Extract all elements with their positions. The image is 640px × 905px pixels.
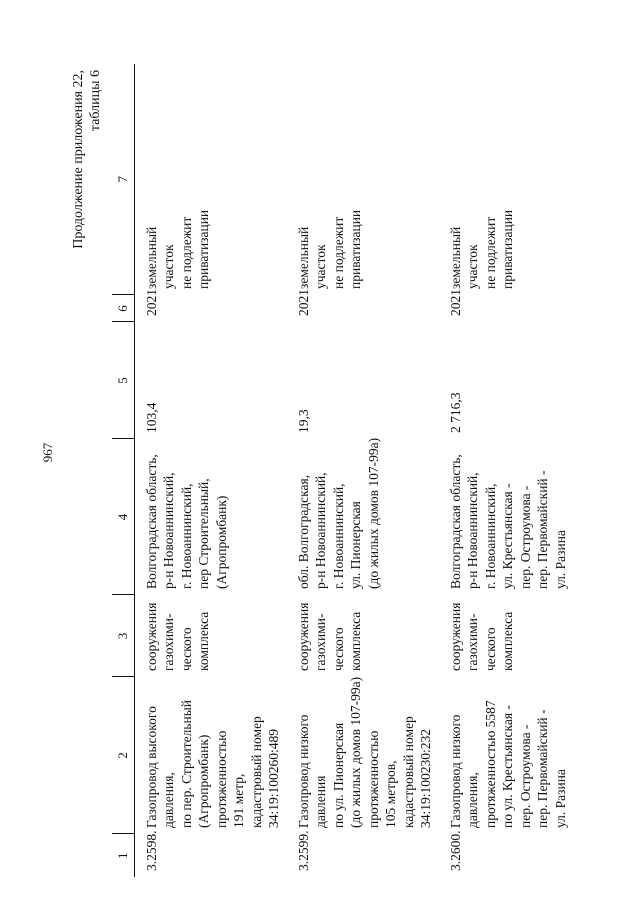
object-address-line: г. Новоаннинский, — [482, 483, 498, 589]
object-name-line: 191 метр, — [231, 773, 246, 828]
object-name-line: 34:19:100230:232 — [418, 728, 433, 828]
object-address-line: Волгоградская область, — [447, 454, 463, 589]
object-name-line: давления, — [465, 772, 480, 828]
object-note-line: не подлежит — [330, 216, 346, 289]
object-name-line: по ул. Крестьянская - — [500, 705, 515, 828]
column-header: 2 — [112, 677, 134, 834]
object-note-line: участок — [313, 244, 328, 289]
object-value: 103,4 — [143, 402, 159, 433]
table-row — [134, 64, 287, 877]
object-address-line: пер Строительный, — [196, 478, 211, 589]
object-name-line: давления — [313, 775, 328, 828]
object-name-line: 34:19:100260:489 — [266, 728, 281, 828]
object-address-line: пер. Первомайский - — [535, 470, 550, 589]
object-name-line: Газопровод высокого — [143, 706, 159, 828]
page-number: 967 — [40, 442, 55, 463]
object-name-line: 105 метров, — [383, 760, 398, 828]
object-note-line: не подлежит — [482, 216, 498, 289]
object-address-line: р-н Новоаннинский, — [313, 472, 328, 589]
object-address-line: р-н Новоаннинский, — [465, 472, 480, 589]
object-note — [134, 64, 287, 295]
column-header: 6 — [112, 295, 134, 322]
object-address-line: (до жилых домов 107-99а) — [365, 437, 381, 589]
column-header: 3 — [112, 595, 134, 677]
object-year: 2021 — [143, 289, 159, 316]
object-address-line: г. Новоаннинский, — [178, 483, 194, 589]
object-address-line: р-н Новоаннинский, — [161, 472, 176, 589]
object-note — [287, 64, 439, 295]
object-name-line: Газопровод низкого — [447, 714, 463, 828]
object-type-line: сооружения — [143, 602, 159, 671]
object-address-line: ул. Пионерская — [348, 501, 363, 589]
object-address — [134, 439, 287, 595]
object-name-line: кадастровый номер — [248, 716, 264, 828]
object-type-line: комплекса — [348, 611, 363, 671]
object-address-line: г. Новоаннинский, — [330, 483, 346, 589]
row-number: 3.2598. — [143, 830, 159, 871]
column-header: 7 — [112, 64, 134, 295]
object-name-line: пер. Первомайский - — [535, 709, 550, 828]
object-note-line: приватизации — [196, 209, 211, 289]
object-type-line: комплекса — [500, 611, 515, 671]
object-address-line: пер. Остроумова - — [517, 485, 533, 589]
object-name-line: (Агропромбанк) — [196, 734, 211, 828]
object-value: 19,3 — [295, 409, 311, 433]
object-name-line: (до жилых домов 107-99а) — [348, 676, 363, 828]
continuation-note — [70, 70, 104, 249]
object-name-line: протяженностью 5587 — [482, 700, 498, 828]
object-address — [287, 439, 439, 595]
object-name-line: Газопровод низкого — [295, 714, 311, 828]
object-address-line: обл. Волгоградская, — [295, 474, 311, 589]
object-name-line: по ул. Пионерская — [330, 722, 346, 828]
object-type — [287, 595, 439, 677]
object-type — [439, 595, 574, 677]
object-name — [439, 677, 574, 834]
object-year: 2021 — [295, 289, 311, 316]
object-name — [134, 677, 287, 834]
object-note-line: земельный — [447, 226, 463, 289]
object-name-line: пер. Остроумова - — [517, 724, 533, 828]
continuation-line: Продолжение приложения 22, — [71, 70, 86, 249]
object-type — [134, 595, 287, 677]
object-address-line: Волгоградская область, — [143, 454, 159, 589]
object-note-line: приватизации — [500, 209, 515, 289]
row-number: 3.2599. — [295, 830, 311, 871]
object-type-line: ческого — [482, 627, 498, 671]
object-type-line: сооружения — [447, 602, 463, 671]
object-type-line: газохими- — [465, 613, 480, 671]
object-name-line: давления, — [161, 772, 176, 828]
object-type-line: сооружения — [295, 602, 311, 671]
property-table — [112, 64, 573, 877]
row-number: 3.2600. — [447, 830, 463, 871]
object-note-line: земельный — [143, 226, 159, 289]
object-name-line: протяженностью — [365, 730, 381, 828]
object-note-line: приватизации — [348, 209, 363, 289]
object-note-line: земельный — [295, 226, 311, 289]
object-type-line: комплекса — [196, 611, 211, 671]
object-note-line: участок — [161, 244, 176, 289]
object-type-line: газохими- — [313, 613, 328, 671]
column-header: 5 — [112, 322, 134, 439]
object-value: 2 716,3 — [447, 392, 463, 433]
object-note-line: участок — [465, 244, 480, 289]
object-type-line: газохими- — [161, 613, 176, 671]
column-header: 1 — [112, 834, 134, 877]
object-name-line: ул. Разина — [552, 769, 568, 828]
object-address-line: ул. Разина — [552, 530, 568, 589]
column-header: 4 — [112, 439, 134, 595]
continuation-line: таблицы 6 — [88, 70, 103, 132]
object-name-line: по пер. Строительный — [178, 700, 194, 828]
object-address-line: ул. Крестьянская - — [500, 483, 515, 589]
object-type-line: ческого — [178, 627, 194, 671]
object-address-line: (Агропромбанк) — [213, 495, 229, 589]
object-name — [287, 677, 439, 834]
table-row — [439, 64, 574, 877]
object-name-line: протяженностью — [213, 730, 229, 828]
table-row — [287, 64, 439, 877]
object-year: 2021 — [447, 289, 463, 316]
object-address — [439, 439, 574, 595]
object-note-line: не подлежит — [178, 216, 194, 289]
object-name-line: кадастровый номер — [400, 716, 416, 828]
table-header-row — [112, 64, 134, 877]
object-type-line: ческого — [330, 627, 346, 671]
object-note — [439, 64, 574, 295]
